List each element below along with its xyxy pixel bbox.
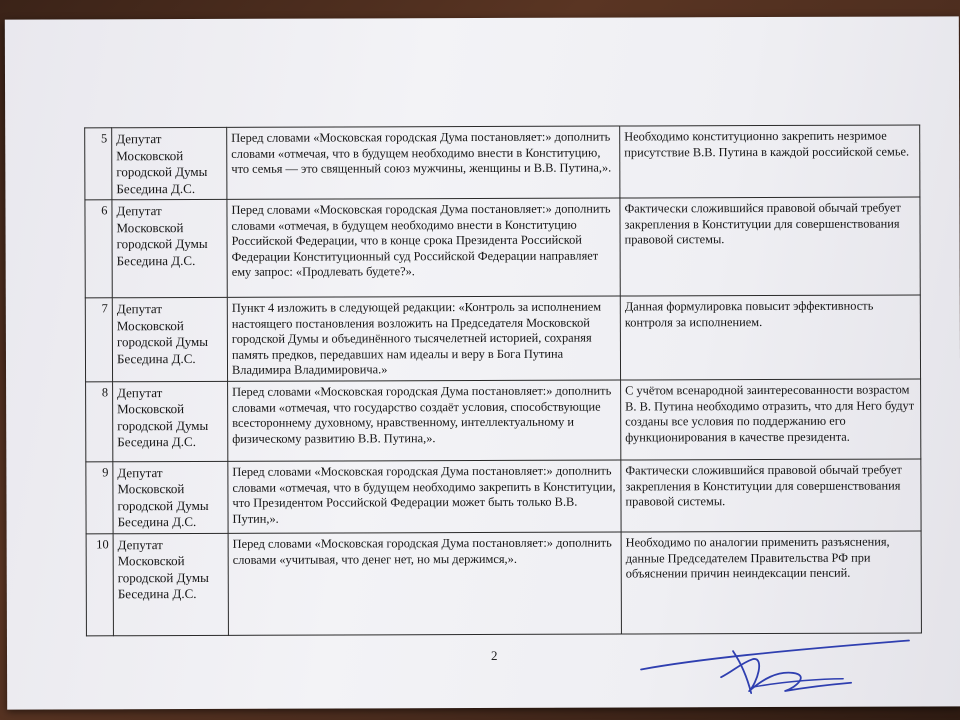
table-row <box>86 531 921 636</box>
justification-cell: Фактически сложившийся правовой обычай требует закрепления в Конституции для совершенствования правовой системы. <box>620 197 920 296</box>
justification-cell: Фактически сложившийся правовой обычай требует закрепления в Конституции для совершенствования правовой системы. <box>621 459 921 532</box>
author-cell: Депутат Московской городской Думы Беседина Д.С. <box>112 297 227 381</box>
table-row <box>85 197 920 298</box>
amendment-cell: Пункт 4 изложить в следующей редакции: «Контроль за исполнением настоящего постановления возложить на Председателя Московской городской Думы и объединённого тысячелетней историей, сохраняя память предков, передавших нам идеалы и веру в Бога Путина Владимира Владимировича.» <box>227 296 620 381</box>
handwritten-signature <box>637 628 917 709</box>
amendment-cell: Перед словами «Московская городская Дума постановляет:» дополнить словами «отмечая, что в будущем необходимо внести в Конституцию, что семья — это священный союз мужчины, женщины и В.В. Путина,». <box>227 126 620 199</box>
amendment-cell: Перед словами «Московская городская Дума постановляет:» дополнить словами «отмечая, что государство создаёт условия, способствующие всестороннему духовному, нравственному, интеллектуальному и физическому развитию В.В. Путина,». <box>228 380 621 461</box>
table-row <box>86 459 921 534</box>
author-cell: Депутат Московской городской Думы Беседина Д.С. <box>113 381 228 461</box>
justification-cell: Необходимо конституционно закрепить незримое присутствие В.В. Путина в каждой российской семье. <box>620 125 920 198</box>
justification-cell: Данная формулировка повысит эффективность контроля за исполнением. <box>620 295 920 380</box>
author-cell: Депутат Московской городской Думы Беседина Д.С. <box>113 461 228 533</box>
document-page <box>5 16 960 709</box>
row-number: 8 <box>86 382 113 462</box>
amendment-cell: Перед словами «Московская городская Дума постановляет:» дополнить словами «отмечая, в будущем необходимо внести в Конституцию Российской Федерации, что в конце срока Президента Российской Федерации Конституционный суд Российской Федерации направляет ему запрос: «Продлевать будете?». <box>227 198 620 297</box>
table-row <box>85 125 920 200</box>
amendment-cell: Перед словами «Московская городская Дума постановляет:» дополнить словами «отмечая, что в будущем необходимо закрепить в Конституции, что Президентом Российской Федерации может быть только В.В. Путин,». <box>228 460 621 533</box>
table-row <box>86 379 921 462</box>
row-number: 10 <box>86 534 113 636</box>
justification-cell: Необходимо по аналогии применить разъяснения, данные Председателем Правительства РФ при объяснении причин неиндексации пенсий. <box>621 531 921 634</box>
row-number: 7 <box>85 298 112 382</box>
row-number: 9 <box>86 462 113 534</box>
amendments-table <box>84 124 922 636</box>
page-number: 2 <box>490 647 498 663</box>
signature-stroke <box>641 641 909 670</box>
row-number: 5 <box>85 128 112 200</box>
amendment-cell: Перед словами «Московская городская Дума постановляет:» дополнить словами «учитывая, что денег нет, но мы держимся,». <box>228 532 621 635</box>
signature-stroke <box>733 651 751 693</box>
author-cell: Депутат Московской городской Думы Беседина Д.С. <box>113 533 228 635</box>
row-number: 6 <box>85 200 112 298</box>
table-row <box>85 295 920 382</box>
author-cell: Депутат Московской городской Думы Бесединa Д.С. <box>112 127 227 199</box>
author-cell: Депутат Московской городской Думы Беседина Д.С. <box>112 199 227 297</box>
justification-cell: С учётом всенародной заинтересованности возрастом В. В. Путина необходимо отразить, что для Него будут созданы все условия по поддержанию его функционирования в качестве президента. <box>621 379 921 460</box>
